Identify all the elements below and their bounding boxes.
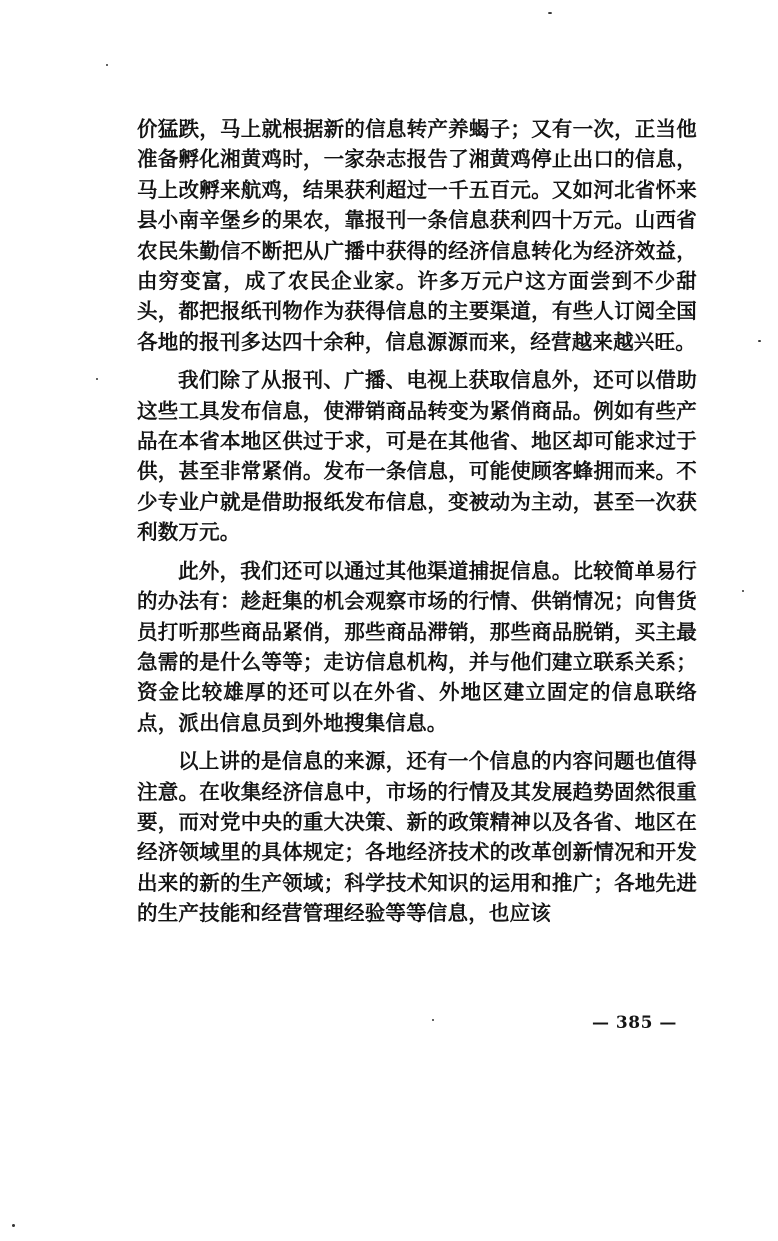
body-text — [137, 114, 697, 929]
scan-speck — [742, 590, 744, 592]
scan-speck — [758, 340, 761, 342]
paragraph-continued: 价猛跌，马上就根据新的信息转产养蝎子；又有一次，正当他准备孵化湘黄鸡时，一家杂志报告了湘黄鸡停止出口的信息，马上改孵来航鸡，结果获利超过一千五百元。又如河北省怀来县小南辛堡乡的果农，靠报刊一条信息获利四十万元。山西省农民朱勤信不断把从广播中获得的经济信息转化为经济效益，由穷变富，成了农民企业家。许多万元户这方面尝到不少甜头，都把报纸刊物作为获得信息的主要渠道，有些人订阅全国各地的报刊多达四十余种，信息源源而来，经营越来越兴旺。 — [137, 117, 697, 354]
scan-speck — [548, 12, 552, 14]
scan-speck — [12, 1224, 15, 1227]
paragraph-publishing-info: 我们除了从报刊、广播、电视上获取信息外，还可以借助这些工具发布信息，使滞销商品转变为紧俏商品。例如有些产品在本省本地区供过于求，可是在其他省、地区却可能求过于供，甚至非常紧俏。发布一条信息，可能使顾客蜂拥而来。不少专业户就是借助报纸发布信息，变被动为主动，甚至一次获利数万元。 — [137, 368, 697, 545]
scan-speck — [106, 64, 108, 66]
paragraph-other-channels: 此外，我们还可以通过其他渠道捕捉信息。比较简单易行的办法有：趁赶集的机会观察市场的行情、供销情况；向售货员打听那些商品紧俏，那些商品滞销，那些商品脱销，买主最急需的是什么等等；走访信息机构，并与他们建立联系关系；资金比较雄厚的还可以在外省、外地区建立固定的信息联络点，派出信息员到外地搜集信息。 — [137, 558, 697, 735]
scan-speck — [432, 1019, 434, 1021]
paragraph-info-content: 以上讲的是信息的来源，还有一个信息的内容问题也值得注意。在收集经济信息中，市场的行情及其发展趋势固然很重要，而对党中央的重大决策、新的政策精神以及各省、地区在经济领域里的具体规定；各地经济技术的改革创新情况和开发出来的新的生产领域；科学技术知识的运用和推广；各地先进的生产技能和经营管理经验等等信息，也应该 — [137, 749, 697, 926]
page-number: — 385 — — [592, 1013, 677, 1033]
scan-speck — [96, 378, 98, 380]
